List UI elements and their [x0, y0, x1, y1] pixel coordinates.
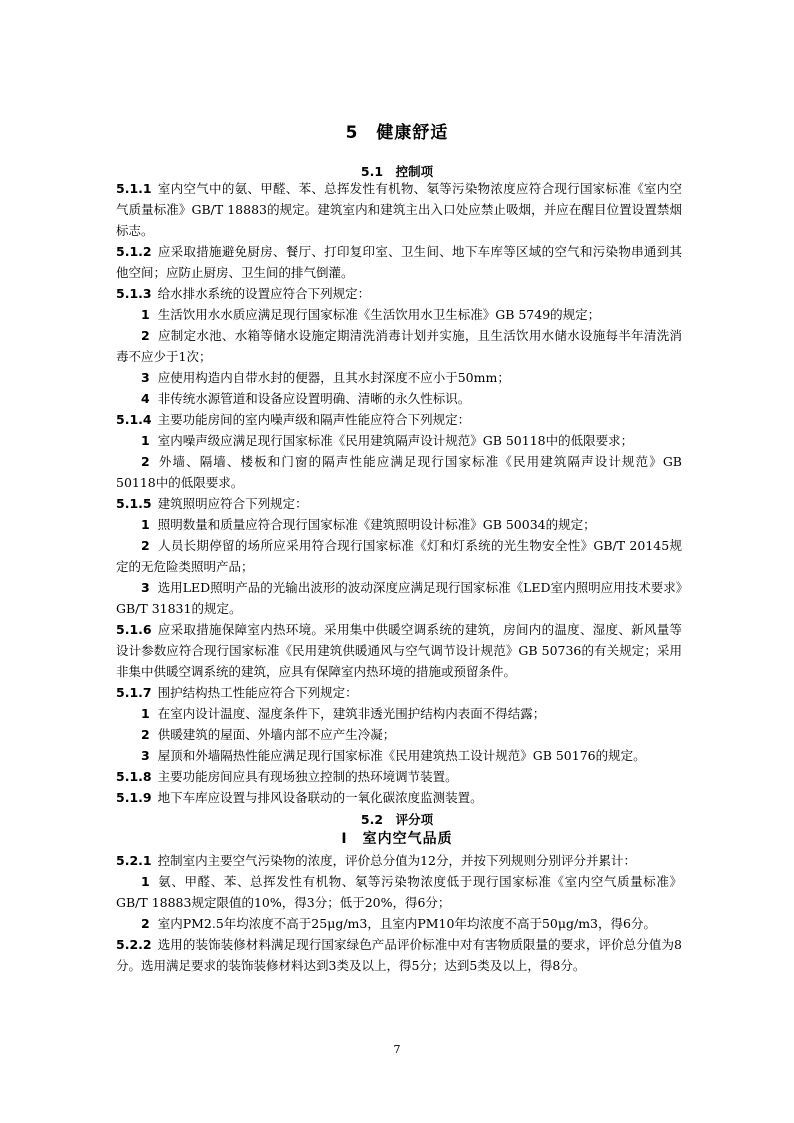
clause-text: 室内噪声级应满足现行国家标准《民用建筑隔声设计规范》GB 50118中的低限要求； — [157, 433, 634, 448]
clause-text: 屋顶和外墙隔热性能应满足现行国家标准《民用建筑热工设计规范》GB 50176的规定。 — [157, 748, 646, 763]
clause-text: 照明数量和质量应符合现行国家标准《建筑照明设计标准》GB 50034的规定； — [157, 517, 596, 532]
clause-text: 选用的装饰装修材料满足现行国家绿色产品评价标准中对有害物质限量的要求，评价总分值为8分。选用满足要求的装饰装修材料达到3类及以上，得5分；达到5类及以上，得8分。 — [116, 937, 682, 973]
clause-text: 控制室内主要空气污染物的浓度，评价总分值为12分，并按下列规则分别评分并累计： — [157, 853, 637, 868]
clause-item — [116, 766, 682, 787]
clause-item — [116, 934, 682, 976]
clause-number: 3 — [141, 748, 150, 763]
clause-number: 2 — [141, 916, 150, 931]
clause-subitem — [116, 304, 682, 325]
clause-number: 1 — [141, 307, 150, 322]
clause-subitem — [116, 451, 682, 493]
clause-subitem — [116, 577, 682, 619]
clause-subitem — [116, 913, 682, 934]
control-items-list — [116, 178, 682, 808]
clause-number: 5.2.1 — [116, 853, 152, 868]
clause-text: 主要功能房间的室内噪声级和隔声性能应符合下列规定： — [157, 412, 471, 427]
clause-number: 5.1.7 — [116, 685, 152, 700]
clause-number: 5.1.5 — [116, 496, 152, 511]
clause-subitem — [116, 325, 682, 367]
clause-number: 5.1.4 — [116, 412, 152, 427]
clause-number: 2 — [141, 538, 150, 553]
clause-subitem — [116, 388, 682, 409]
clause-number: 3 — [141, 370, 150, 385]
clause-number: 5.1.6 — [116, 622, 152, 637]
clause-text: 氨、甲醛、苯、总挥发性有机物、氡等污染物浓度低于现行国家标准《室内空气质量标准》GB/T 18883规定限值的10%，得3分；低于20%，得6分； — [116, 874, 682, 910]
clause-number: 5.1.2 — [116, 244, 152, 259]
clause-number: 1 — [141, 706, 150, 721]
clause-number: 1 — [141, 433, 150, 448]
clause-item — [116, 178, 682, 241]
clause-number: 2 — [141, 727, 150, 742]
clause-number: 2 — [141, 328, 150, 343]
clause-text: 应采取措施保障室内热环境。采用集中供暖空调系统的建筑，房间内的温度、湿度、新风量等设计参数应符合现行国家标准《民用建筑供暖通风与空气调节设计规范》GB 50736的有关规定；采用非集中供暖空调系统的建筑，应具有保障室内热环境的措施或预留条件。 — [116, 622, 682, 679]
clause-text: 外墙、隔墙、楼板和门窗的隔声性能应满足现行国家标准《民用建筑隔声设计规范》GB 50118中的低限要求。 — [116, 454, 682, 490]
clause-number: 5.2.2 — [116, 937, 152, 952]
clause-item — [116, 493, 682, 514]
clause-item — [116, 682, 682, 703]
clause-text: 供暖建筑的屋面、外墙内部不应产生冷凝； — [157, 727, 396, 742]
document-body — [116, 178, 682, 976]
clause-text: 建筑照明应符合下列规定： — [157, 496, 308, 511]
clause-item — [116, 619, 682, 682]
clause-text: 选用LED照明产品的光输出波形的波动深度应满足现行国家标准《LED室内照明应用技术要求》GB/T 31831的规定。 — [116, 580, 682, 616]
clause-text: 应使用构造内自带水封的便器，且其水封深度不应小于50mm； — [157, 370, 510, 385]
subsection-title: Ⅰ 室内空气品质 — [341, 831, 453, 847]
clause-number: 1 — [141, 517, 150, 532]
clause-item — [116, 241, 682, 283]
clause-number: 5.1.9 — [116, 790, 152, 805]
clause-text: 在室内设计温度、湿度条件下，建筑非透光围护结构内表面不得结露； — [157, 706, 546, 721]
clause-number: 5.1.1 — [116, 181, 152, 196]
clause-item — [116, 409, 682, 430]
clause-subitem — [116, 745, 682, 766]
section-title-control: 5.1 控制项 — [360, 164, 434, 179]
clause-item — [116, 283, 682, 304]
clause-number: 5.1.8 — [116, 769, 152, 784]
clause-text: 应制定水池、水箱等储水设施定期清洗消毒计划并实施，且生活饮用水储水设施每半年清洗消毒不应少于1次； — [116, 328, 682, 364]
clause-text: 生活饮用水水质应满足现行国家标准《生活饮用水卫生标准》GB 5749的规定； — [157, 307, 601, 322]
clause-item — [116, 850, 682, 871]
clause-subitem — [116, 430, 682, 451]
clause-number: 3 — [141, 580, 150, 595]
clause-subitem — [116, 514, 682, 535]
page-number: 7 — [393, 1043, 401, 1056]
clause-text: 室内PM2.5年均浓度不高于25μg/m3，且室内PM10年均浓度不高于50μg/m3，得6分。 — [157, 916, 656, 931]
clause-subitem — [116, 703, 682, 724]
clause-subitem — [116, 535, 682, 577]
clause-number: 5.1.3 — [116, 286, 152, 301]
clause-subitem — [116, 367, 682, 388]
clause-text: 人员长期停留的场所应采用符合现行国家标准《灯和灯系统的光生物安全性》GB/T 20145规定的无危险类照明产品； — [116, 538, 682, 574]
clause-subitem — [116, 871, 682, 913]
clause-number: 4 — [141, 391, 150, 406]
chapter-title: 5 健康舒适 — [345, 123, 449, 143]
clause-text: 地下车库应设置与排风设备联动的一氧化碳浓度监测装置。 — [157, 790, 483, 805]
clause-item — [116, 787, 682, 808]
clause-text: 非传统水源管道和设备应设置明确、清晰的永久性标识。 — [157, 391, 471, 406]
clause-text: 应采取措施避免厨房、餐厅、打印复印室、卫生间、地下车库等区域的空气和污染物串通到其他空间；应防止厨房、卫生间的排气倒灌。 — [116, 244, 682, 280]
clause-number: 2 — [141, 454, 150, 469]
score-items-list — [116, 850, 682, 976]
clause-number: 1 — [141, 874, 150, 889]
clause-text: 主要功能房间应具有现场独立控制的热环境调节装置。 — [157, 769, 458, 784]
clause-text: 给水排水系统的设置应符合下列规定： — [157, 286, 371, 301]
clause-text: 室内空气中的氨、甲醛、苯、总挥发性有机物、氡等污染物浓度应符合现行国家标准《室内空气质量标准》GB/T 18883的规定。建筑室内和建筑主出入口处应禁止吸烟，并应在醒目位置设置禁烟标志。 — [116, 181, 682, 238]
clause-text: 围护结构热工性能应符合下列规定： — [157, 685, 358, 700]
section-title-score: 5.2 评分项 — [360, 812, 434, 827]
clause-subitem — [116, 724, 682, 745]
